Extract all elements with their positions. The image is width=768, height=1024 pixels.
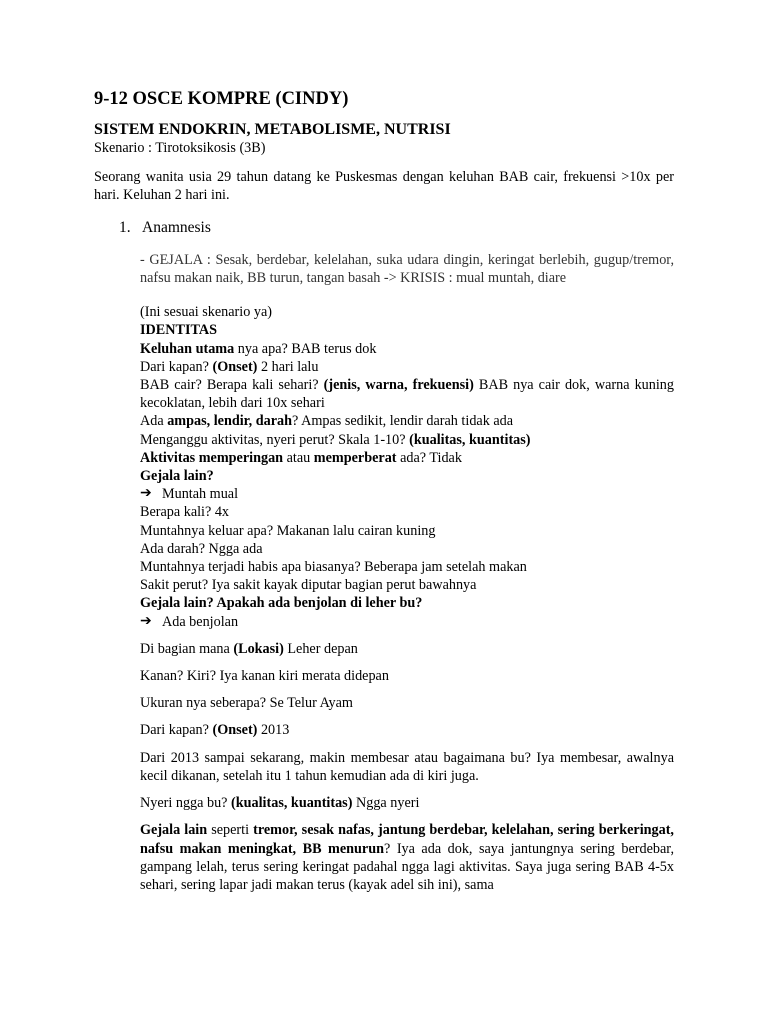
line-text: Leher depan	[283, 640, 358, 657]
dialogue-line	[140, 721, 674, 739]
list-item-anamnesis	[119, 219, 674, 237]
bold-term: Aktivitas memperingan	[140, 449, 284, 466]
right-arrow-icon: ➔	[140, 613, 152, 629]
line-text: Di bagian mana	[140, 640, 234, 657]
line-text: Ngga nyeri	[352, 795, 420, 812]
bold-term: Gejala lain	[140, 822, 208, 839]
identitas-heading: IDENTITAS	[140, 322, 218, 339]
line-text: Dari kapan?	[140, 722, 213, 739]
line-text: BAB nya cair dok, warna kuning kecoklatan, lebih dari 10x sehari	[140, 377, 674, 412]
dialogue-line: Ada darah? Ngga ada	[140, 540, 263, 557]
line-text: nya apa? BAB terus dok	[234, 340, 377, 357]
dialogue-line	[140, 640, 674, 658]
dialogue-line	[140, 431, 674, 449]
bold-term: memperberat	[313, 449, 397, 466]
dialogue-line: Gejala lain?	[140, 468, 214, 485]
line-text: atau	[283, 449, 314, 466]
dialogue-line: Kanan? Kiri? Iya kanan kiri merata didepan	[140, 668, 389, 685]
dialogue-line	[140, 376, 674, 412]
dialogue-line	[140, 794, 674, 812]
line-text: Dari kapan?	[140, 358, 213, 375]
line-text: ? Iya ada dok, saya jantungnya sering berdebar, gampang lelah, terus sering keringat padahal ngga lagi aktivitas. Saya juga sering BAB 4-5x sehari, sering lapar jadi makan terus (kayak adel sih ini), sama	[140, 840, 674, 893]
list-number: 1.	[119, 218, 131, 236]
dialogue-line	[140, 449, 674, 467]
right-arrow-icon: ➔	[140, 486, 152, 502]
dialogue-line: Gejala lain? Apakah ada benjolan di leher bu?	[140, 595, 423, 612]
bold-term: ampas, lendir, darah	[167, 413, 293, 430]
note-line: (Ini sesuai skenario ya)	[140, 304, 272, 321]
line-text: seperti	[207, 822, 254, 839]
document-content	[94, 88, 674, 894]
line-text: Muntah mual	[162, 486, 239, 503]
line-text: ada? Tidak	[396, 449, 462, 466]
line-text: 2013	[257, 722, 290, 739]
page-title: 9-12 OSCE KOMPRE (CINDY)	[94, 89, 349, 109]
bold-term: Keluhan utama	[140, 340, 235, 357]
bold-term: (kualitas, kuantitas)	[409, 431, 531, 448]
bold-term: (Onset)	[212, 722, 258, 739]
dialogue-line: Muntahnya keluar apa? Makanan lalu cairan kuning	[140, 522, 436, 539]
bold-term: (Lokasi)	[233, 640, 284, 657]
dialogue-line: Ukuran nya seberapa? Se Telur Ayam	[140, 695, 353, 712]
arrow-item	[140, 485, 674, 503]
line-text: BAB cair? Berapa kali sehari?	[140, 377, 324, 394]
dialogue-line	[140, 340, 674, 358]
dialogue-line	[140, 821, 674, 894]
dialogue-line	[140, 358, 674, 376]
dialogue-line: Muntahnya terjadi habis apa biasanya? Beberapa jam setelah makan	[140, 559, 527, 576]
dialogue-line	[140, 412, 674, 430]
bold-term: (kualitas, kuantitas)	[231, 795, 353, 812]
line-text: 2 hari lalu	[257, 358, 319, 375]
section-subtitle: SISTEM ENDOKRIN, METABOLISME, NUTRISI	[94, 121, 451, 138]
bold-term: (jenis, warna, frekuensi)	[323, 377, 474, 394]
dialogue-block	[140, 303, 674, 894]
line-text: Ada benjolan	[162, 613, 239, 630]
line-text: ? Ampas sedikit, lendir darah tidak ada	[292, 413, 514, 430]
intro-paragraph: Seorang wanita usia 29 tahun datang ke Puskesmas dengan keluhan BAB cair, frekuensi >10x per hari. Keluhan 2 hari ini.	[94, 169, 674, 204]
dialogue-line: Sakit perut? Iya sakit kayak diputar bagian perut bawahnya	[140, 577, 477, 594]
bold-term: tremor, sesak nafas, jantung berdebar, kelelahan, sering berkeringat, nafsu makan meningkat, BB menurun	[140, 822, 674, 857]
dialogue-line: Berapa kali? 4x	[140, 504, 230, 521]
symptoms-paragraph: - GEJALA : Sesak, berdebar, kelelahan, suka udara dingin, keringat berlebih, gugup/tremor, nafsu makan naik, BB turun, tangan basah -> KRISIS : mual muntah, diare	[140, 251, 674, 287]
bold-term: (Onset)	[212, 358, 258, 375]
line-text: Ada	[140, 413, 168, 430]
line-text: Menganggu aktivitas, nyeri perut? Skala 1-10?	[140, 431, 410, 448]
scenario-line: Skenario : Tirotoksikosis (3B)	[94, 140, 266, 156]
list-heading: Anamnesis	[142, 218, 211, 236]
dialogue-line: Dari 2013 sampai sekarang, makin membesar atau bagaimana bu? Iya membesar, awalnya kecil dikanan, setelah itu 1 tahun kemudian ada di kiri juga.	[140, 749, 674, 784]
line-text: Nyeri ngga bu?	[140, 795, 232, 812]
arrow-item	[140, 613, 674, 631]
